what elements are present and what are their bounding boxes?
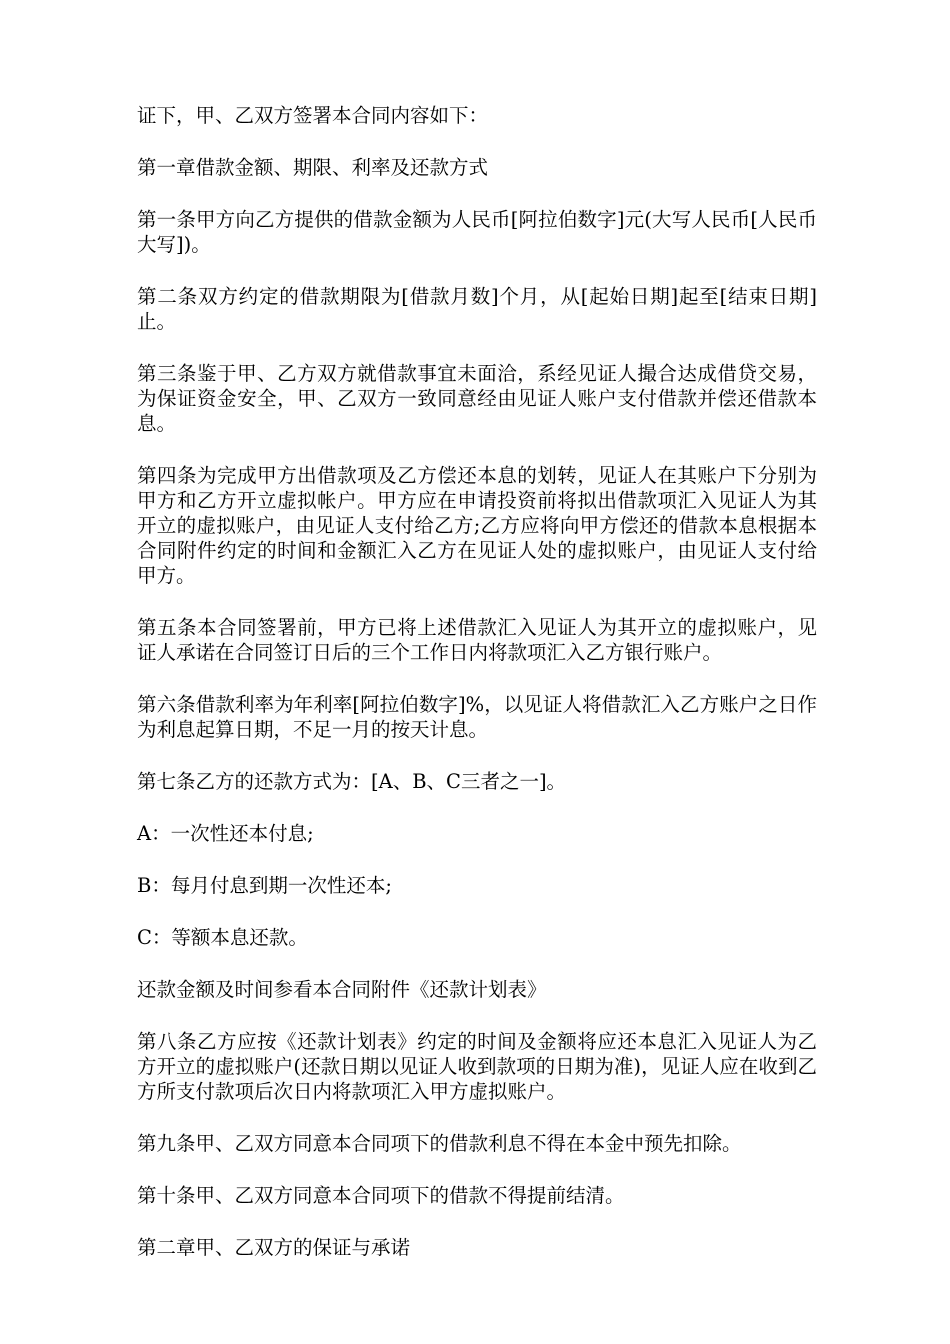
- article-7: 第七条乙方的还款方式为：[A、B、C三者之一]。: [137, 770, 567, 793]
- repayment-schedule-note: 还款金额及时间参看本合同附件《还款计划表》: [137, 978, 547, 1001]
- article-9: 第九条甲、乙双方同意本合同项下的借款利息不得在本金中预先扣除。: [137, 1132, 742, 1155]
- repayment-option-a: A：一次性还本付息;: [137, 822, 314, 845]
- article-1: 第一条甲方向乙方提供的借款金额为人民币[阿拉伯数字]元(大写人民币[人民币大写])。: [137, 208, 817, 256]
- article-3: 第三条鉴于甲、乙方双方就借款事宜未面洽，系经见证人撮合达成借贷交易，为保证资金安全，甲、乙双方一致同意经由见证人账户支付借款并偿还借款本息。: [137, 362, 817, 435]
- repayment-option-b: B：每月付息到期一次性还本;: [137, 874, 392, 897]
- article-4: 第四条为完成甲方出借款项及乙方偿还本息的划转，见证人在其账户下分别为甲方和乙方开立虚拟帐户。甲方应在申请投资前将拟出借款项汇入见证人为其开立的虚拟账户，由见证人支付给乙方;乙方应将向甲方偿还的借款本息根据本合同附件约定的时间和金额汇入乙方在见证人处的虚拟账户，由见证人支付给甲方。: [137, 464, 817, 587]
- chapter-2-heading: 第二章甲、乙双方的保证与承诺: [137, 1236, 411, 1259]
- article-8: 第八条乙方应按《还款计划表》约定的时间及金额将应还本息汇入见证人为乙方开立的虚拟账户(还款日期以见证人收到款项的日期为准)，见证人应在收到乙方所支付款项后次日内将款项汇入甲方虚拟账户。: [137, 1030, 817, 1103]
- paragraph-intro: 证下，甲、乙双方签署本合同内容如下：: [137, 104, 489, 127]
- chapter-1-heading: 第一章借款金额、期限、利率及还款方式: [137, 156, 489, 179]
- document-body: [137, 103, 817, 1287]
- article-2: 第二条双方约定的借款期限为[借款月数]个月，从[起始日期]起至[结束日期]止。: [137, 285, 817, 333]
- article-5: 第五条本合同签署前，甲方已将上述借款汇入见证人为其开立的虚拟账户，见证人承诺在合同签订日后的三个工作日内将款项汇入乙方银行账户。: [137, 616, 817, 664]
- article-10: 第十条甲、乙双方同意本合同项下的借款不得提前结清。: [137, 1184, 625, 1207]
- repayment-option-c: C：等额本息还款。: [137, 926, 308, 949]
- article-6: 第六条借款利率为年利率[阿拉伯数字]%，以见证人将借款汇入乙方账户之日作为利息起算日期，不足一月的按天计息。: [137, 693, 817, 741]
